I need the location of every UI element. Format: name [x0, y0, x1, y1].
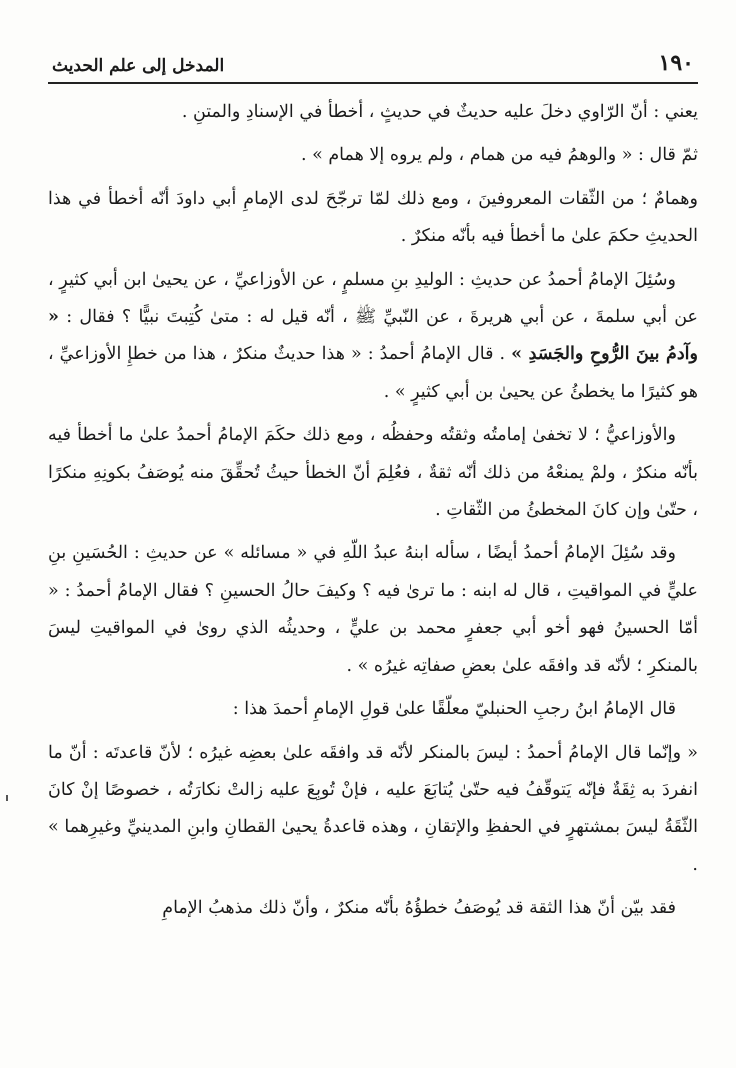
text-line: وقد سُئِلَ الإمامُ أحمدُ أيضًا ، سأله ابنهُ عبدُ اللّهِ في « مسائله » عن حديثِ : — [133, 543, 676, 564]
paragraph-p1 — [48, 94, 698, 131]
text-line: علىٰ ما أخطأ فيه بأنّه منكرٌ ، ولمْ يمنعْهُ من ذلك أنّه ثقةٌ ، فعُلِمَ أنّ الخطأ حيثُ — [48, 425, 698, 483]
text-line: نكارَتُه ، خصوصًا إنْ كانَ الثّقَةُ ليسَ بمشتهرٍ في الحفظِ والإتقانِ ، وهذه قاعدةُ — [48, 779, 698, 838]
body-text — [48, 94, 698, 928]
text-line: فقد بيّن أنّ هذا الثقة قد يُوصَفُ خطؤُهُ بأنّه منكرٌ ، وأنّ ذلك مذهبُ الإمامِ — [162, 898, 676, 919]
text-line: وهمامٌ ؛ من الثّقات المعروفينَ ، ومع ذلك لمّا ترجّحَ لدى الإمامِ أبي داودَ — [176, 188, 698, 209]
text-line: قاعدتَه : أنّ ما انفردَ به ثِقَةٌ فإنّه يَتوقّفُ فيه حتّىٰ يُتابَعَ عليه ، فإنْ تُوبِعَ عليه زالتْ — [48, 742, 698, 800]
text-line: الحُسَينِ بنِ عليٍّ في المواقيتِ ، قال له ابنه : ما ترىٰ فيه ؟ وكيفَ حالُ الحسينِ ؟ — [48, 543, 698, 601]
bold-quote: « وآدمُ بينَ الرُّوحِ والجَسَدِ » — [48, 307, 698, 365]
page-number: ١٩٠ — [658, 50, 694, 76]
text-line: ابن أبي كثيرٍ ، عن أبي سلمةَ ، عن أبي هريرةَ ، عن النّبيِّ ﷺ ، أنّه قيل له : متىٰ — [48, 269, 698, 328]
text-line: كُتِبتَ نبيًّا ؟ فقال : « وآدمُ بينَ الرُّوحِ والجَسَدِ » . قال الإمامُ أحمدُ : « هذا حديثٌ — [48, 307, 698, 365]
paragraph-p4 — [48, 262, 698, 412]
text-line: الذي روىٰ في المواقيتِ ليسَ بالمنكرِ ؛ لأنّه قد وافقَه علىٰ بعضِ صفاتِه غيرُه » . — [48, 618, 698, 676]
book-page — [48, 38, 698, 934]
paragraph-p9 — [48, 890, 698, 927]
paragraph-p7 — [48, 691, 698, 728]
text-line: والأوزاعيُّ ؛ لا تخفىٰ إمامتُه وثقتُه وحفظُه ، ومع ذلك حكَمَ الإمامُ أحمدُ — [176, 425, 676, 446]
text-line: يحيىٰ القطانِ وابنِ المدينيِّ وغيرِهما » . — [48, 817, 698, 875]
text-line: قال الإمامُ ابنُ رجبِ الحنبليّ معلّقًا علىٰ قولِ الإمامِ أحمدَ هذا : — [232, 699, 676, 720]
text-line: وسُئِلَ الإمامُ أحمدُ عن حديثِ : الوليدِ بنِ مسلمٍ ، عن الأوزاعيِّ ، عن يحيىٰ — [152, 269, 676, 290]
paragraph-p6 — [48, 535, 698, 685]
paragraph-p8 — [48, 735, 698, 885]
paragraph-p3 — [48, 181, 698, 256]
paragraph-p5 — [48, 417, 698, 529]
text-line: منكرٌ ، هذا من خطإِ الأوزاعيِّ ، هو كثيرًا ما يخطئُ عن يحيىٰ بن أبي كثيرٍ » . — [48, 344, 698, 402]
text-line: أنّه أخطأ في هذا الحديثِ حكمَ علىٰ ما أخطأ فيه بأنّه منكرٌ . — [48, 188, 698, 247]
margin-mark — [6, 795, 8, 801]
page-header — [48, 38, 698, 84]
paragraph-p2 — [48, 137, 698, 174]
running-title: المدخل إلى علم الحديث — [52, 56, 225, 76]
text-line: يعني : أنّ الرّاوي دخلَ عليه حديثٌ في حديثٍ ، أخطأ في الإسنادِ والمتنِ . — [181, 102, 698, 122]
text-line: ثمّ قال : « والوهمُ فيه من همام ، ولم يروه إلا همام » . — [300, 145, 698, 166]
text-line: تُحقِّقَ منه يُوصَفُ بكونِهِ منكرًا ، حتّىٰ وإن كانَ المخطئُ من الثّقاتِ . — [48, 462, 698, 521]
text-line: « وإنّما قال الإمامُ أحمدُ : ليسَ بالمنكر لأنّه قد وافقَه علىٰ بعضِه غيرُه ؛ لأنّ — [158, 742, 698, 763]
text-line: فقال الإمامُ أحمدُ : « أمّا الحسينُ فهو أخو أبي جعفرٍ محمد بن عليٍّ ، وحديثُه — [48, 580, 698, 639]
